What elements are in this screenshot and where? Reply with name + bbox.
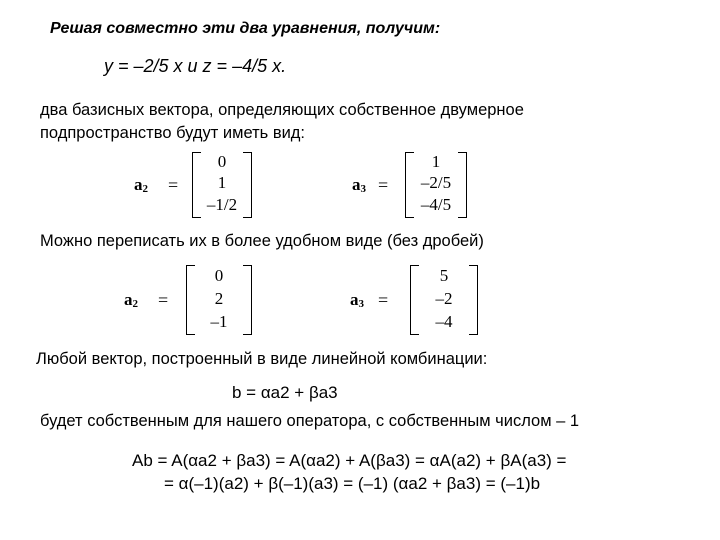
matrix-entry: –4/5 <box>420 195 452 214</box>
final-formula-line1: Ab = A(αa2 + βa3) = A(αa2) + A(βa3) = αA(a2) + βA(a3) = <box>132 451 567 470</box>
vector-a2-matrix <box>186 265 252 335</box>
vector-a3-matrix <box>410 265 478 335</box>
matrix-entry: 2 <box>214 289 224 308</box>
vector-a3-label: a3 <box>350 290 364 310</box>
rewrite-text: Можно переписать их в более удобном виде (без дробей) <box>40 232 484 250</box>
matrix-entry: 5 <box>439 266 449 285</box>
vector-a2-label: a2 <box>134 175 148 195</box>
matrix-entry: 0 <box>214 266 224 285</box>
heading: Решая совместно эти два уравнения, получим: <box>50 20 441 37</box>
final-formula-line2: = α(–1)(a2) + β(–1)(a3) = (–1) (αa2 + βa3) = (–1)b <box>164 474 541 493</box>
vector-a3-equals: = <box>378 290 389 310</box>
vector-a2-equals: = <box>168 175 179 195</box>
matrix-entry: –2/5 <box>420 173 452 192</box>
combination-formula: b = αa2 + βa3 <box>232 383 338 402</box>
eigen-text: будет собственным для нашего оператора, с собственным числом – 1 <box>40 412 580 430</box>
vector-a2-equals: = <box>158 290 169 310</box>
basis-text-line2: подпространство будут иметь вид: <box>40 124 306 142</box>
vector-a2-matrix <box>192 152 252 218</box>
matrix-entry: –4 <box>435 312 453 331</box>
vector-a3-label: a3 <box>352 175 366 195</box>
basis-text-line1: два базисных вектора, определяющих собственное двумерное <box>40 101 524 119</box>
vector-a3-matrix <box>405 152 467 218</box>
matrix-entry: 1 <box>217 173 227 192</box>
solution-line: y = –2/5 x и z = –4/5 x. <box>104 56 287 76</box>
combination-text: Любой вектор, построенный в виде линейной комбинации: <box>36 350 488 368</box>
matrix-entry: 0 <box>217 152 227 171</box>
matrix-entry: 1 <box>431 152 441 171</box>
vector-a2-label: a2 <box>124 290 138 310</box>
matrix-entry: –2 <box>435 289 453 308</box>
matrix-entry: –1 <box>210 312 228 331</box>
vector-a3-equals: = <box>378 175 389 195</box>
matrix-entry: –1/2 <box>206 195 238 214</box>
